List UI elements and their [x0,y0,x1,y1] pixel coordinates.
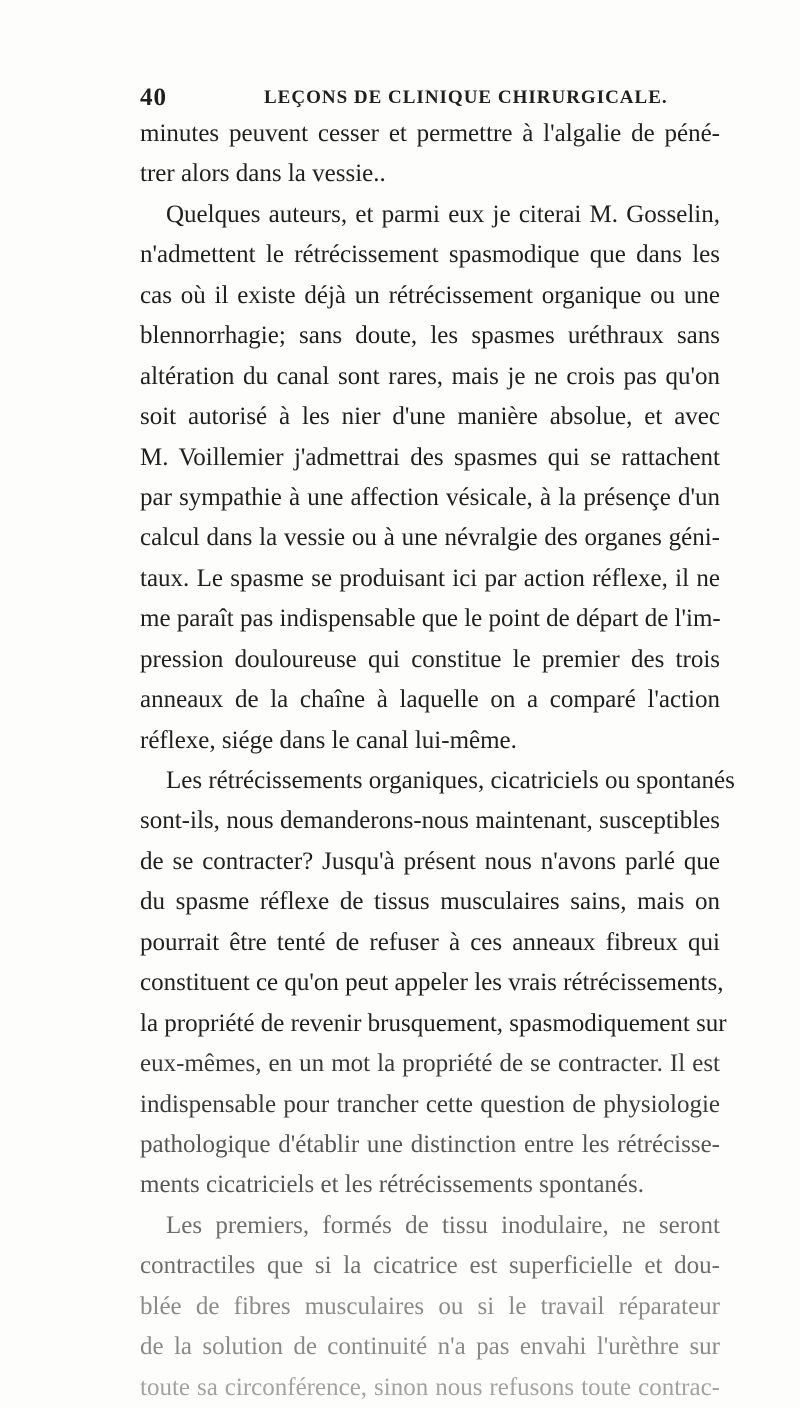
text-line: cas où il existe déjà un rétrécissement organique ou une [140,281,720,309]
text-line: trer alors dans la vessie.. [140,160,386,188]
text-line: blennorrhagie; sans doute, les spasmes uréthraux sans [140,322,720,350]
body-text [140,114,735,1408]
text-line: de la solution de continuité n'a pas envahi l'urèthre sur [140,1333,720,1361]
paragraph-start-line: Les rétrécissements organiques, cicatriciels ou spontanés [166,767,735,794]
text-line: par sympathie à une affection vésicale, à la présençe d'un [140,483,720,511]
paragraph-start-line: Les premiers, formés de tissu inodulaire, ne seront [166,1211,720,1239]
text-line: blée de fibres musculaires ou si le travail réparateur [140,1292,720,1320]
text-line: altération du canal sont rares, mais je ne crois pas qu'on [140,362,720,390]
text-line: sont-ils, nous demanderons-nous maintenant, susceptibles [140,807,720,835]
text-line: toute sa circonférence, sinon nous refusons toute contrac- [140,1373,720,1401]
text-line: minutes peuvent cesser et permettre à l'algalie de péné- [140,120,720,147]
text-line: pathologique d'établir une distinction entre les rétrécisse- [140,1130,720,1158]
text-line: calcul dans la vessie ou à une névralgie des organes géni- [140,524,720,552]
text-line: pression douloureuse qui constitue le premier des trois [140,645,720,673]
text-line: réflexe, siége dans le canal lui-même. [140,726,517,754]
text-line: taux. Le spasme se produisant ici par action réflexe, il ne [140,564,720,592]
text-line: anneaux de la chaîne à laquelle on a comparé l'action [140,686,720,714]
text-line: indispensable pour trancher cette question de physiologie [140,1090,720,1118]
text-line: pourrait être tenté de refuser à ces anneaux fibreux qui [140,928,720,956]
paragraph-start-line: Quelques auteurs, et parmi eux je citerai M. Gosselin, [166,200,720,228]
text-line: du spasme réflexe de tissus musculaires sains, mais on [140,888,720,916]
text-line: me paraît pas indispensable que le point de départ de l'im- [140,605,721,633]
text-line: M. Voillemier j'admettrai des spasmes qui se rattachent [140,443,720,471]
text-line: n'admettent le rétrécissement spasmodique que dans les [140,241,720,269]
text-line: contractiles que si la cicatrice est superficielle et dou- [140,1252,720,1280]
text-line: de se contracter? Jusqu'à présent nous n'avons parlé que [140,847,720,875]
text-line: soit autorisé à les nier d'une manière absolue, et avec [140,403,720,431]
text-line: eux-mêmes, en un mot la propriété de se contracter. Il est [140,1050,720,1078]
running-title: LEÇONS DE CLINIQUE CHIRURGICALE. [264,87,668,108]
text-line: ments cicatriciels et les rétrécissements spontanés. [140,1171,644,1199]
text-line: la propriété de revenir brusquement, spasmodiquement sur [140,1009,727,1037]
page-header [140,84,720,114]
text-line: constituent ce qu'on peut appeler les vrais rétrécissements, [140,969,724,997]
page-number: 40 [140,84,167,111]
